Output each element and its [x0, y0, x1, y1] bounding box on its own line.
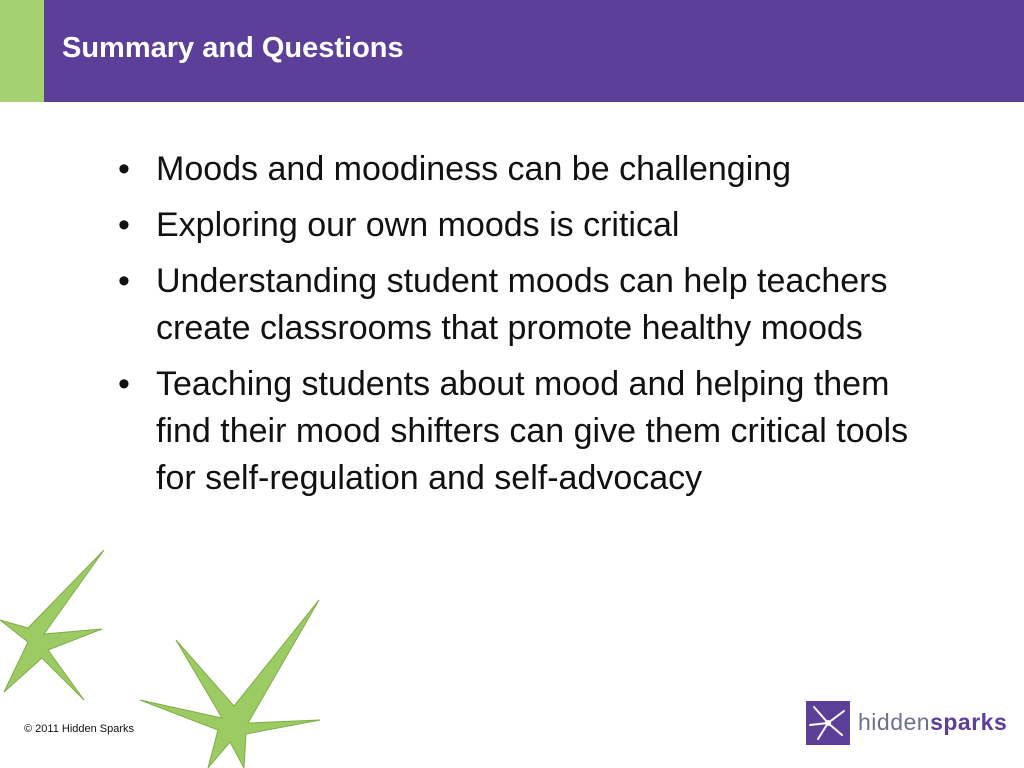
- bullet-item: [114, 361, 914, 502]
- hiddensparks-logo: [806, 701, 1008, 745]
- bullet-item: [114, 202, 914, 249]
- slide-title: Summary and Questions: [62, 32, 404, 64]
- logo-word-sparks: sparks: [930, 709, 1008, 735]
- logo-word-hidden: hidden: [858, 709, 931, 735]
- bullet-text: Moods and moodiness can be challenging: [156, 150, 792, 188]
- bullet-marker: •: [118, 365, 130, 403]
- bullet-text: Teaching students about mood and helping them find their mood shifters can give them critical tools for self-regulation and self-advocacy: [156, 365, 909, 497]
- green-star-icon: [140, 600, 320, 768]
- bullet-marker: •: [118, 150, 130, 188]
- copyright-text: © 2011 Hidden Sparks: [24, 723, 135, 735]
- bullet-marker: •: [118, 206, 130, 244]
- bullet-text: Exploring our own moods is critical: [156, 206, 680, 244]
- bullet-item: [114, 258, 914, 352]
- bullet-marker: •: [118, 262, 130, 300]
- bullet-item: [114, 146, 914, 193]
- green-star-icon: [0, 550, 104, 700]
- title-bar-accent: [0, 0, 44, 102]
- logo-wordmark: [858, 709, 1007, 736]
- bullet-text: Understanding student moods can help teachers create classrooms that promote healthy moods: [156, 262, 888, 347]
- hiddensparks-star-icon: [806, 701, 850, 745]
- bullet-list: [114, 146, 914, 511]
